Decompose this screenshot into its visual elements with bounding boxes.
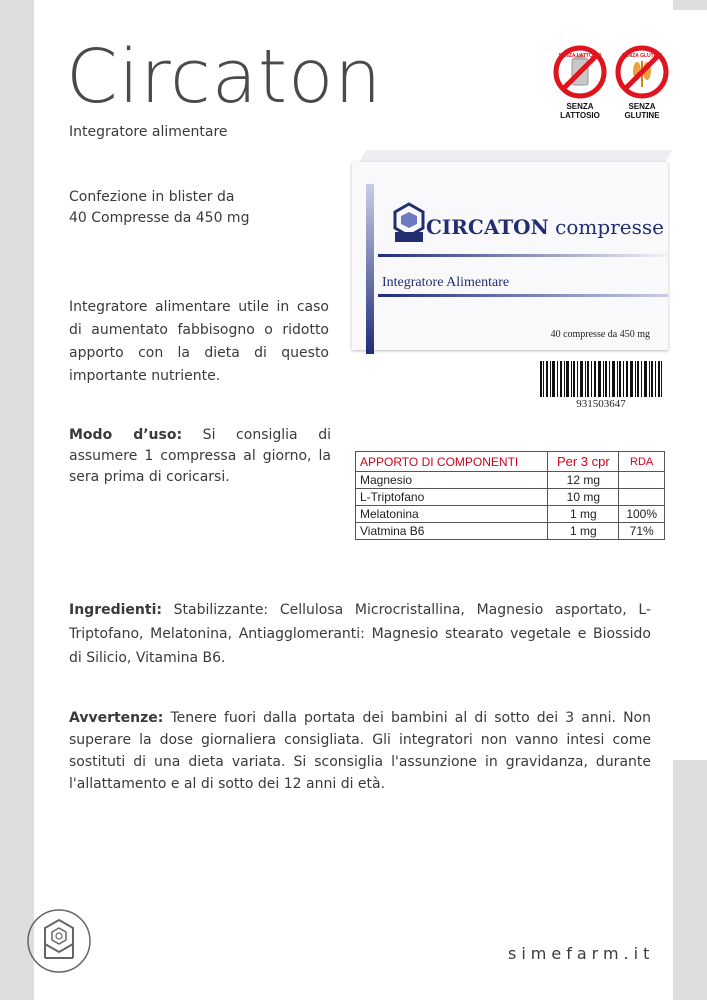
lactose-caption-1: SENZA	[566, 102, 594, 111]
table-row	[356, 489, 665, 506]
box-count: 40 compresse da 450 mg	[550, 329, 650, 340]
left-edge-band	[0, 0, 34, 1000]
box-logo-icon	[392, 202, 426, 244]
gluten-free-icon	[615, 45, 669, 99]
component-amount: 1 mg	[548, 523, 619, 540]
right-edge-band-bottom	[673, 760, 707, 1000]
usage-section	[69, 425, 331, 488]
table-header-row	[356, 452, 665, 472]
box-stripe	[366, 184, 374, 354]
warnings-text: Tenere fuori dalla portata dei bambini al di sotto dei 3 anni. Non superare la dose giornaliera consigliata. Gli integratori non vanno intesi come sostituti di una dieta variata. Si sconsiglia l'assunzione in gravidanza, durante l'allattamento e al di sotto dei 12 anni di età.	[69, 710, 651, 792]
gluten-ring-text: SENZA GLUTINE	[621, 53, 663, 59]
component-amount: 10 mg	[548, 489, 619, 506]
gluten-free-badge	[614, 45, 670, 120]
component-name: Magnesio	[356, 472, 548, 489]
website-url[interactable]: simefarm.it	[508, 944, 655, 963]
pack-line-2: 40 Compresse da 450 mg	[69, 210, 250, 226]
product-title: Circaton	[66, 34, 383, 120]
lactose-ring-text: SENZA LATTOSIO	[558, 53, 602, 59]
ingredients-section	[69, 598, 651, 670]
warnings-section	[69, 707, 651, 795]
component-name: Viatmina B6	[356, 523, 548, 540]
box-name-light: compresse	[548, 215, 664, 239]
gluten-caption-1: SENZA	[628, 102, 656, 111]
table-row	[356, 506, 665, 523]
usage-label: Modo d’uso:	[69, 427, 183, 443]
simefarm-logo-icon	[26, 908, 92, 974]
components-table	[355, 451, 665, 540]
product-subtitle: Integratore alimentare	[69, 124, 228, 140]
component-rda	[619, 489, 665, 506]
component-name: L-Triptofano	[356, 489, 548, 506]
pack-line-1: Confezione in blister da	[69, 189, 235, 205]
component-rda	[619, 472, 665, 489]
box-front-face	[352, 162, 668, 350]
product-box-image	[352, 150, 670, 350]
lactose-caption-2: LATTOSIO	[560, 111, 600, 120]
component-amount: 1 mg	[548, 506, 619, 523]
table-header-amount: Per 3 cpr	[548, 452, 619, 472]
table-header-rda: RDA	[619, 452, 665, 472]
table-row	[356, 523, 665, 540]
pack-info	[69, 187, 249, 229]
component-amount: 12 mg	[548, 472, 619, 489]
box-subtitle: Integratore Alimentare	[382, 275, 510, 290]
badges	[552, 45, 672, 125]
table-row	[356, 472, 665, 489]
product-description: Integratore alimentare utile in caso di aumentato fabbisogno o ridotto apporto con la dieta di questo importante nutriente.	[69, 299, 329, 384]
ingredients-text: Stabilizzante: Cellulosa Microcristallina, Magnesio asportato, L-Triptofano, Melatonina, Antiagglomeranti: Magnesio stearato vegetale e Biossido di Silicio, Vitamina B6.	[69, 602, 651, 666]
usage-text: Si consiglia di assumere 1 compressa al giorno, la sera prima di coricarsi.	[69, 427, 332, 485]
barcode-icon	[540, 361, 662, 397]
right-edge-band-top	[673, 0, 707, 10]
box-hbar	[378, 254, 668, 257]
box-name-bold: CIRCATON	[426, 215, 549, 239]
lactose-free-badge	[552, 45, 608, 120]
table-header-components: APPORTO DI COMPONENTI	[356, 452, 548, 472]
barcode-number: 931503647	[576, 398, 626, 410]
lactose-free-icon	[553, 45, 607, 99]
box-product-name	[426, 215, 664, 239]
gluten-caption-2: GLUTINE	[624, 111, 660, 120]
component-rda: 100%	[619, 506, 665, 523]
warnings-label: Avvertenze:	[69, 710, 164, 726]
component-rda: 71%	[619, 523, 665, 540]
component-name: Melatonina	[356, 506, 548, 523]
ingredients-label: Ingredienti:	[69, 602, 162, 618]
box-underline	[378, 294, 668, 297]
